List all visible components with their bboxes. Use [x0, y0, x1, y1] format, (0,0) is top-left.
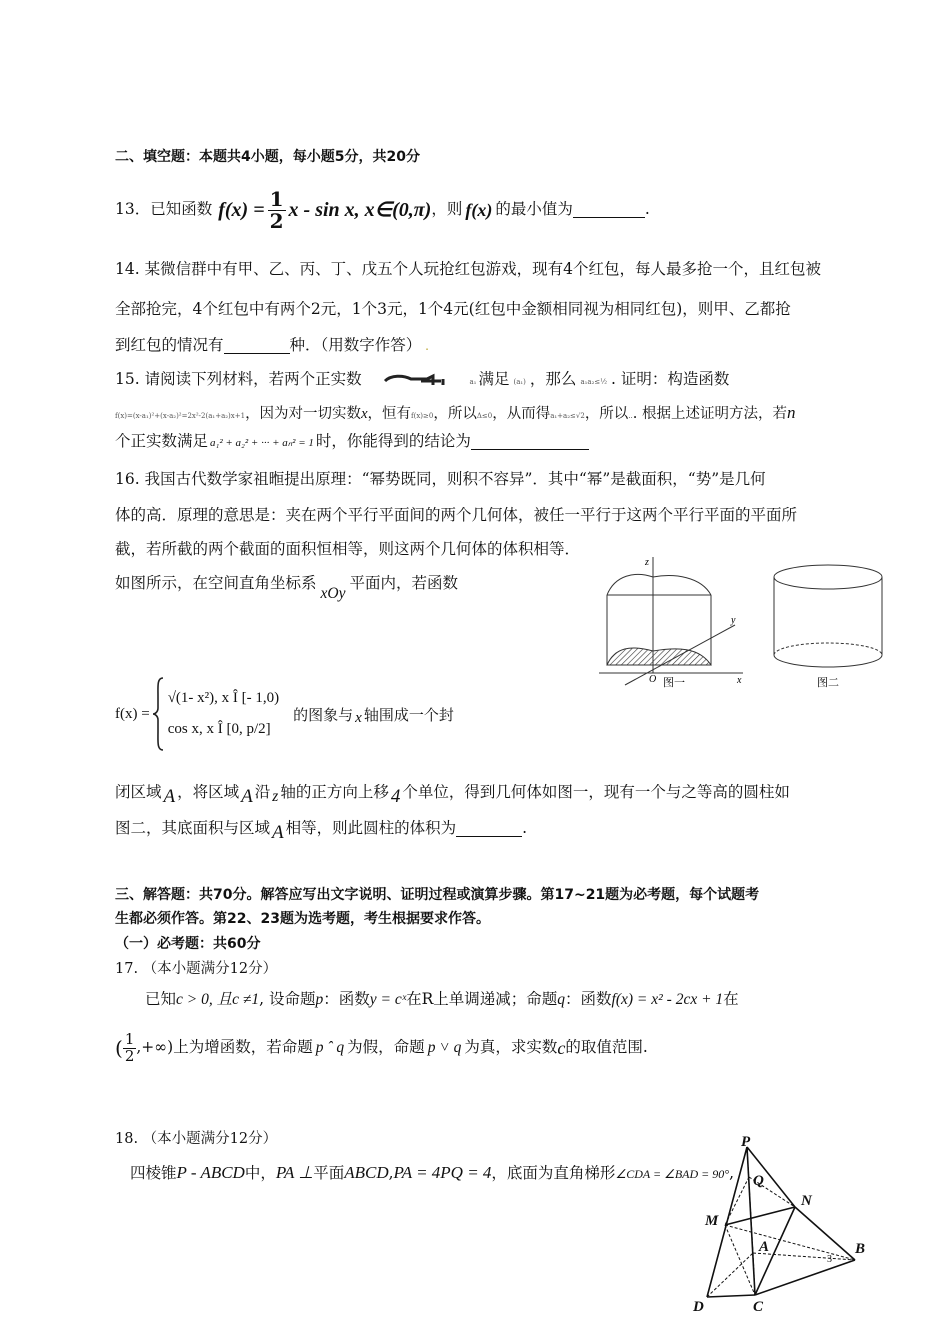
q13-prefix: 13．已知函数 — [115, 200, 213, 219]
q16-line6-c: 沿 — [254, 783, 271, 801]
q17-func1: y = cˣ — [369, 991, 407, 1008]
q16-answer-blank — [456, 822, 522, 837]
section-3-subheading: （一）必考题：共60分 — [115, 936, 261, 952]
point-a: A — [759, 1239, 770, 1255]
piece-1: √(1- x²), x Î [- 1,0) — [167, 690, 280, 706]
region-a-2: A — [241, 786, 253, 807]
q16-line4-b: 平面内，若函数 — [349, 574, 458, 592]
q15-line-3 — [115, 434, 589, 450]
q16-line-4 — [115, 574, 458, 602]
q13-mid: ，则 — [431, 200, 463, 219]
q17-line-2 — [115, 1028, 648, 1068]
q15-line2-d: ，从而得 — [492, 406, 551, 422]
q15-n: n — [786, 403, 796, 422]
q15-line2-f: . 根据上述证明方法，若 — [632, 406, 787, 422]
q16-line7-end: . — [522, 819, 528, 837]
q15-line2-e: ，所以 — [584, 406, 629, 422]
q16-line4-a: 如图所示，在空间直角坐标系 — [115, 574, 317, 592]
smudged-formula-image — [381, 373, 451, 387]
q15-line-1: 15. 请阅读下列材料，若两个正实数 a₁ 满足 (a₁) ，那么 a₁a₂≤½ . 证明：构造函数 — [115, 370, 730, 388]
q14-line3-a: 到红包的情况有 — [115, 336, 224, 354]
section-3-line-2: 生都必须作答。第22、23题为选考题，考生根据要求作答。 — [115, 911, 490, 927]
axis-z-var: z — [272, 788, 279, 805]
q17-fraction — [123, 1029, 137, 1065]
section-2-heading: 二、填空题：本题共4小题，每小题5分，共20分 — [115, 149, 420, 165]
q17-q: q — [557, 991, 566, 1008]
q16-line6-d: 轴的正方向上移 — [280, 783, 389, 801]
q14-line-1: 14. 某微信群中有甲、乙、丙、丁、戊五个人玩抢红包游戏，现有4个红包，每人最多抢一个，且红包被 — [115, 260, 821, 278]
q17-p-or-q: p ˅ q — [427, 1039, 462, 1057]
q16-line-6 — [115, 782, 790, 807]
q18-l1-b: 中， — [244, 1164, 276, 1182]
q14-answer-blank — [224, 339, 290, 354]
axis-z-label: z — [645, 557, 649, 568]
q16-line6-a: 闭区域 — [115, 783, 162, 801]
q18-abcd: ABCD — [344, 1163, 389, 1182]
figure-one — [599, 557, 743, 689]
q17-l1-f: 在 — [723, 990, 739, 1008]
q16-line-3: 截，若所截的两个截面的面积恒相等，则这两个几何体的体积相等． — [115, 540, 581, 558]
q16-figures — [595, 555, 895, 700]
q13-answer-blank — [573, 203, 645, 218]
section-3-line-1: 三、解答题：共70分。解答应写出文字说明、证明过程或演算步骤。第17~21题为必考题，每个试题考 — [115, 887, 760, 903]
fig2-label: 图二 — [817, 677, 839, 689]
point-m: M — [705, 1213, 719, 1229]
q18-l1-c: 平面 — [313, 1164, 345, 1182]
q17-title: 17. （本小题满分12分） — [115, 961, 278, 977]
q15-answer-blank — [471, 435, 589, 450]
q18-eq: PA = 4PQ = 4 — [393, 1163, 492, 1182]
q13-expression: x - sin x, x∈(0,π) — [288, 199, 432, 221]
q17-p-and-q: p ˆ q — [315, 1039, 345, 1057]
q17-l1-d: 在R上单调递减；命题 — [406, 990, 558, 1008]
q13-suffix: 的最小值为 — [495, 200, 573, 219]
q14-line-3: 到红包的情况有 种．（用数字作答） . — [115, 336, 429, 354]
q16-line7-a: 图二，其底面积与区域 — [115, 819, 271, 837]
piece-after-b: 轴围成一个封 — [363, 705, 454, 724]
q16-line-7 — [115, 818, 528, 843]
q17-frac-den: 2 — [124, 1046, 135, 1065]
q16-line6-e: 个单位，得到几何体如图一，现有一个与之等高的圆柱如 — [402, 783, 790, 801]
point-d: D — [693, 1299, 704, 1315]
axis-y-label: y — [731, 615, 736, 626]
q15-condition: a₁² + a₂² + ··· + aₙ² = 1 — [210, 437, 314, 449]
q18-l1-e: ，底面为直角梯形 — [491, 1164, 616, 1182]
q16-line6-b: ，将区域 — [177, 783, 240, 801]
fig1-label: 图一 — [663, 677, 685, 689]
q18-pyramid-figure — [685, 1135, 885, 1315]
q16-line-2: 体的高．原理的意思是：夹在两个平行平面间的两个几何体，被任一平行于这两个平行平面的平面所 — [115, 506, 798, 524]
figure-two — [774, 565, 882, 689]
q13-fraction — [268, 186, 286, 233]
q17-l1-a: 已知 — [145, 990, 177, 1008]
q15-line1-b: 满足 — [478, 370, 510, 388]
q13-frac-num: 1 — [269, 186, 284, 211]
q18-angle: ∠CDA = ∠BAD = 90° — [615, 1167, 730, 1181]
q15-line3-a: 个正实数满足 — [115, 432, 209, 450]
q13-end: . — [644, 200, 650, 219]
q17-interval-rest: ,+∞) — [136, 1038, 174, 1057]
q17-l2-c: 为真，求实数 — [464, 1038, 558, 1057]
q17-line-1 — [145, 992, 739, 1008]
length-3-label: 3 — [827, 1254, 832, 1265]
q17-func2: f(x) = x² - 2cx + 1 — [611, 991, 724, 1008]
piece-2: cos x, x Î [0, p/2] — [167, 721, 271, 737]
q15-line-2: f(x)=(x-a₁)²+(x-a₂)²=2x²-2(a₁+a₂)x+1，因为对一切实数x，恒有f(x)≥0，所以Δ≤0，从而得a₁+a₂≤√2，所以... 根据上述证明方法，若n — [115, 403, 796, 422]
q17-l1-e: ：函数 — [565, 990, 612, 1008]
q15-line1-c: ，那么 — [529, 370, 577, 388]
point-n: N — [801, 1193, 812, 1209]
q18-pabcd: P - ABCD — [176, 1163, 245, 1182]
q17-frac-num: 1 — [124, 1029, 135, 1048]
q16-xoy: xOy — [320, 585, 346, 602]
q15-tiny-function: f(x)=(x-a₁)²+(x-a₂)²=2x²-2(a₁+a₂)x+1 — [115, 412, 246, 420]
point-b: B — [855, 1241, 866, 1257]
q14-line-2: 全部抢完，4个红包中有两个2元，1个3元，1个4元(红包中金额相同视为相同红包)，则甲、乙都抢 — [115, 300, 791, 318]
q17-c: c — [557, 1038, 566, 1058]
region-a-1: A — [163, 786, 176, 807]
piecewise-fx: f(x) = — [115, 705, 150, 722]
base-region-hatched — [607, 648, 711, 665]
q15-line2-b: ，恒有 — [367, 406, 411, 422]
question-13 — [115, 186, 650, 233]
piece-after-a: 的图象与 — [293, 705, 354, 724]
q17-l2-d: 的取值范围. — [565, 1038, 648, 1057]
q15-line1-a: 15. 请阅读下列材料，若两个正实数 — [115, 370, 362, 388]
q17-p: p — [315, 991, 324, 1008]
q17-l2-a: 上为增函数，若命题 — [173, 1038, 313, 1057]
q16-line-1: 16. 我国古代数学家祖暅提出原理：“幂势既同，则积不容异”．其中“幂”是截面积，“势”是几何 — [115, 470, 766, 488]
q14-line3-b: 种．（用数字作答） — [289, 336, 422, 354]
q13-fx2: f(x) — [465, 200, 493, 220]
q18-title: 18. （本小题满分12分） — [115, 1131, 278, 1147]
q17-open: ( — [115, 1036, 123, 1060]
q18-line-1 — [130, 1164, 734, 1182]
q17-l1-b: , 设命题 — [259, 990, 316, 1008]
q15-x: x — [361, 406, 368, 422]
left-brace — [152, 676, 166, 752]
q15-line2-a: ，因为对一切实数 — [245, 406, 362, 422]
q18-l1-a: 四棱锥 — [130, 1164, 177, 1182]
region-a-3: A — [272, 822, 284, 843]
point-p: P — [741, 1135, 751, 1150]
axis-x-label: x — [737, 675, 742, 686]
q16-line7-b: 相等，则此圆柱的体积为 — [285, 819, 457, 837]
q18-pa: PA ⊥ — [275, 1163, 314, 1182]
q15-line3-b: 时，你能得到的结论为 — [315, 432, 471, 450]
shift-4: 4 — [390, 786, 401, 807]
q18-l1-f: , — [729, 1164, 734, 1182]
q13-frac-den: 2 — [269, 208, 284, 233]
q17-l2-b: 为假，命题 — [347, 1038, 425, 1057]
q16-piecewise-function — [115, 676, 454, 752]
axis-origin-label: O — [649, 674, 657, 685]
q15-line1-d: . 证明：构造函数 — [611, 370, 730, 388]
q15-line2-c: ，所以 — [433, 406, 477, 422]
q17-cond: c > 0, 且c ≠1 — [176, 991, 260, 1008]
point-c: C — [753, 1299, 764, 1315]
q17-l1-c: ：函数 — [323, 990, 370, 1008]
piece-after-x: x — [355, 709, 362, 726]
point-q: Q — [753, 1173, 764, 1189]
q18-l1-d: , — [388, 1164, 394, 1182]
q13-fx: f(x) = — [218, 199, 265, 221]
